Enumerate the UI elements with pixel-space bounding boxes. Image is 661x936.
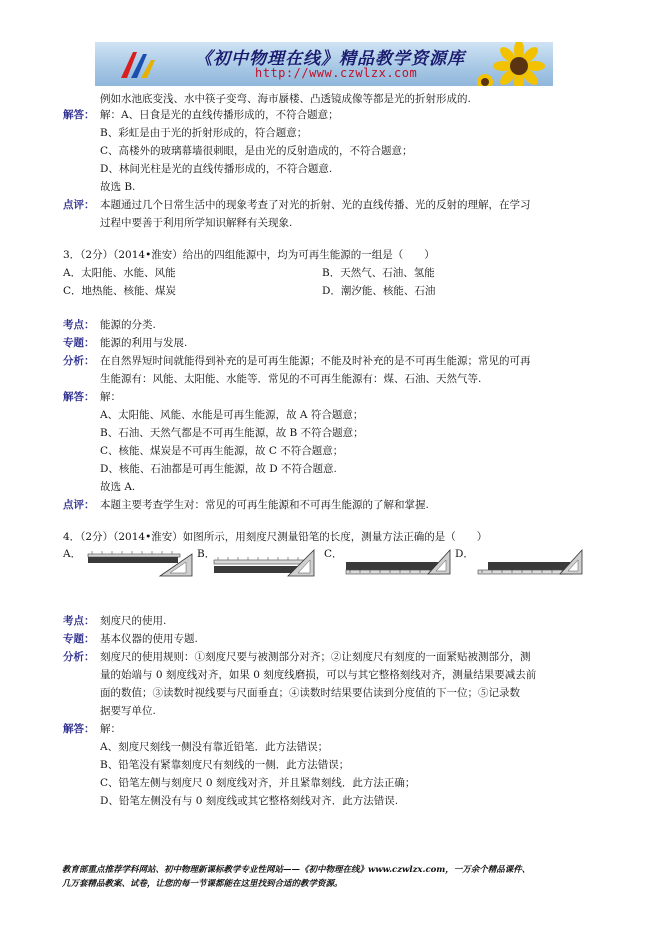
banner-title: 《初中物理在线》精品教学资源库 (195, 49, 465, 69)
q3-option-b: B．天然气、石油、氢能 (322, 267, 435, 279)
q2-answer-line: 解：A、日食是光的直线传播形成的，不符合题意； (100, 109, 339, 121)
q3-option-d: D．潮汐能、核能、石油 (322, 285, 436, 297)
q3-answer-line: 故选 A. (100, 481, 136, 493)
q3-option-a: A．太阳能、水能、风能 (63, 267, 176, 279)
q3-zhuanti: 能源的利用与发展. (100, 337, 188, 349)
q4-zhuanti-tag: 专题： (63, 633, 95, 645)
q4-option-d-label: D． (455, 548, 474, 560)
q4-answer-line: A、刻度尺刻线一侧没有靠近铅笔．此方法错误； (100, 741, 329, 753)
q4-fenxi-tag: 分析： (63, 651, 95, 663)
q3-answer-tag: 解答： (63, 391, 95, 403)
banner-url[interactable]: http://www.czwlzx.com (255, 66, 418, 80)
q4-answer-line: 解： (100, 723, 121, 735)
site-logo-icon (117, 48, 157, 82)
q4-answer-line: C、铅笔左侧与刻度尺 0 刻度线对齐，并且紧靠刻线．此方法正确； (100, 777, 416, 789)
q3-answer-line: 解： (100, 391, 121, 403)
q3-kaodian: 能源的分类. (100, 319, 156, 331)
q3-fenxi-line: 在自然界短时间就能得到补充的是可再生能源；不能及时补充的是不可再生能源；常见的可再 (100, 355, 531, 367)
q4-fenxi-line: 面的数值；③读数时视线要与尺面垂直；④读数时结果要估读到分度值的下一位；⑤记录数 (100, 687, 520, 699)
q3-comment-tag: 点评： (63, 499, 95, 511)
q2-answer-line: C、高楼外的玻璃幕墙很刺眼，是由光的反射造成的，不符合题意； (100, 145, 413, 157)
q4-stem: 4．（2分）（2014•淮安）如图所示，用刻度尺测量铅笔的长度，测量方法正确的是（ ） (63, 531, 488, 543)
q4-fenxi-line: 刻度尺的使用规则：①刻度尺要与被测部分对齐；②让刻度尺有刻度的一面紧贴被测部分，测 (100, 651, 531, 663)
q4-option-a-label: A． (63, 548, 82, 560)
q4-kaodian: 刻度尺的使用. (100, 615, 167, 627)
footer-line: 教育部重点推荐学科网站、初中物理新课标教学专业性网站——《初中物理在线》www.czwlzx.com，一万余个精品课件、 (62, 865, 531, 875)
q4-zhuanti: 基本仪器的使用专题. (100, 633, 198, 645)
q4-fenxi-line: 据要写单位. (100, 705, 156, 717)
q3-answer-line: D、核能、石油都是可再生能源，故 D 不符合题意. (100, 463, 337, 475)
q4-option-c-label: C． (324, 548, 343, 560)
q4-option-b-label: B． (197, 548, 216, 560)
q2-answer-line: B、彩虹是由于光的折射形成的，符合题意； (100, 127, 308, 139)
q3-fenxi-line: 生能源有：风能、太阳能、水能等．常见的不可再生能源有：煤、石油、天然气等. (100, 373, 482, 385)
q3-answer-line: B、石油、天然气都是不可再生能源，故 B 不符合题意； (100, 427, 364, 439)
q3-answer-line: A、太阳能、风能、水能是可再生能源，故 A 符合题意； (100, 409, 364, 421)
ruler-figure-c (342, 548, 452, 578)
q2-answer-line: 故选 B. (100, 181, 136, 193)
ruler-figure-d (474, 548, 584, 578)
q4-answer-line: B、铅笔没有紧靠刻度尺有刻线的一侧．此方法错误； (100, 759, 350, 771)
q4-fenxi-line: 量的始端与 0 刻度线对齐，如果 0 刻度线磨损，可以与其它整格刻线对齐，测量结果要减去前 (100, 669, 537, 681)
q4-kaodian-tag: 考点： (63, 615, 95, 627)
q2-intro-line: 例如水池底变浅、水中筷子变弯、海市蜃楼、凸透镜成像等都是光的折射形成的. (100, 93, 471, 105)
q2-comment-line: 过程中要善于利用所学知识解释有关现象. (100, 217, 293, 229)
ruler-figure-b (210, 548, 320, 578)
q3-zhuanti-tag: 专题： (63, 337, 95, 349)
q3-option-c: C．地热能、核能、煤炭 (63, 285, 177, 297)
q2-answer-line: D、林间光柱是光的直线传播形成的，不符合题意. (100, 163, 333, 175)
q3-stem: 3．（2分）（2014•淮安）给出的四组能源中，均为可再生能源的一组是（ ） (63, 249, 435, 261)
q2-comment-line: 本题通过几个日常生活中的现象考查了对光的折射、光的直线传播、光的反射的理解，在学习 (100, 199, 531, 211)
q4-answer-line: D、铅笔左侧没有与 0 刻度线或其它整格刻线对齐．此方法错误. (100, 795, 399, 807)
q2-comment-tag: 点评： (63, 199, 95, 211)
sunflower-icon (473, 42, 551, 86)
q3-comment: 本题主要考查学生对：常见的可再生能源和不可再生能源的了解和掌握. (100, 499, 429, 511)
header-banner (95, 42, 553, 86)
footer-line: 几万套精品教案、试卷，让您的每一节课都能在这里找到合适的教学资源。 (62, 879, 343, 889)
q3-answer-line: C、核能、煤炭是不可再生能源，故 C 不符合题意； (100, 445, 344, 457)
q3-kaodian-tag: 考点： (63, 319, 95, 331)
q2-answer-tag: 解答： (63, 109, 95, 121)
q4-answer-tag: 解答： (63, 723, 95, 735)
q3-fenxi-tag: 分析： (63, 355, 95, 367)
ruler-figure-a (86, 548, 196, 578)
